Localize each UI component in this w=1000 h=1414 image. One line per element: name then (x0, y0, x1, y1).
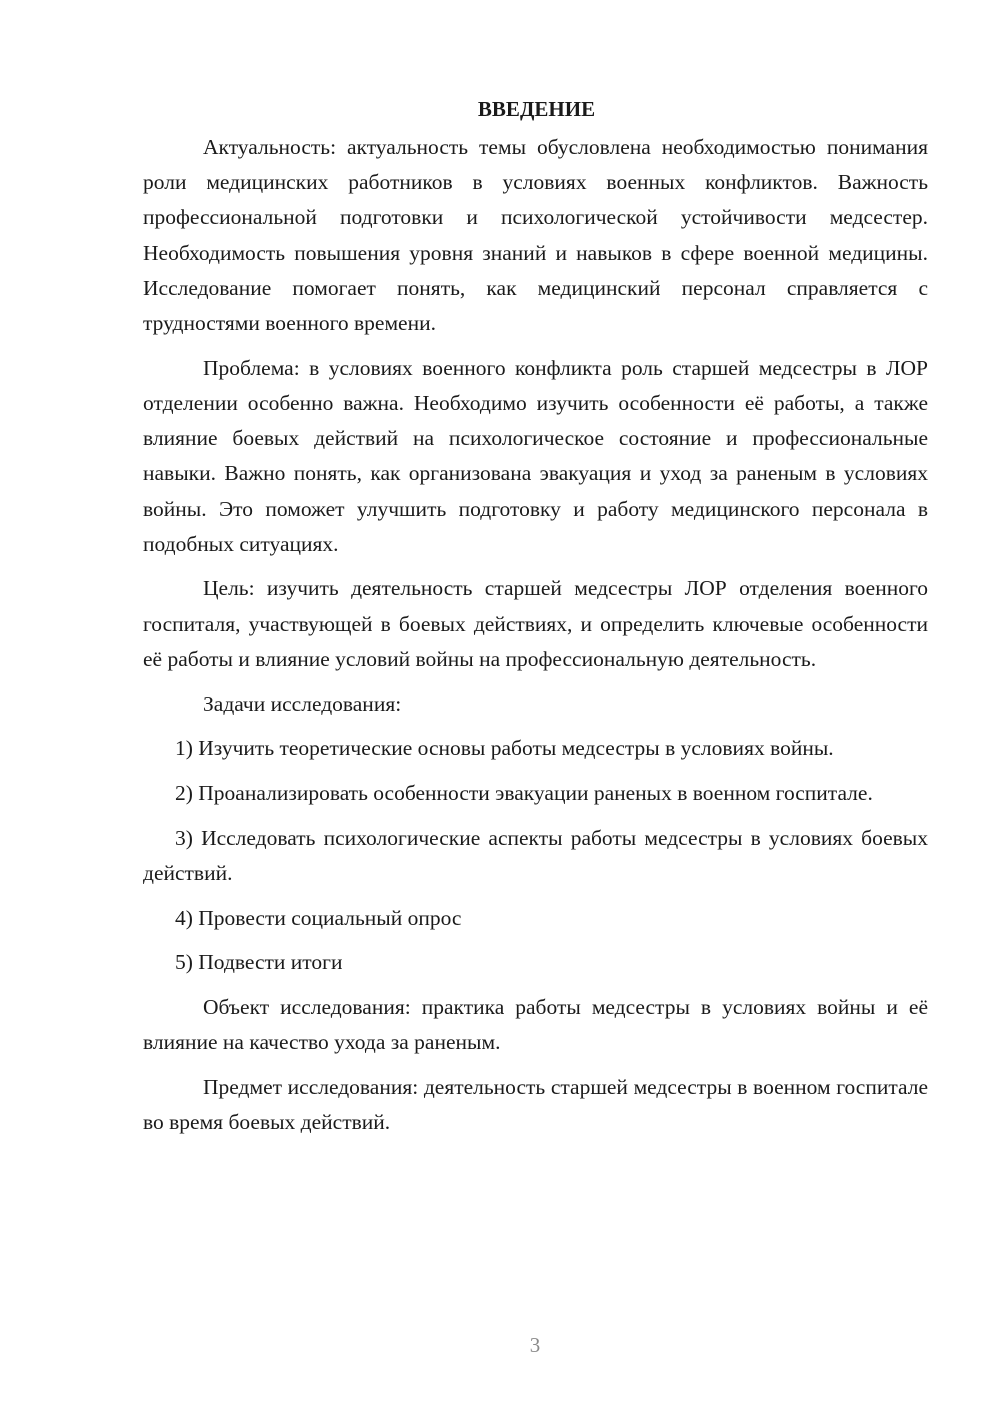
page-number: 3 (529, 1333, 541, 1357)
task-item-1: 1) Изучить теоретические основы работы медсестры в условиях войны. (175, 736, 834, 761)
tasks-list (143, 731, 928, 980)
page-content (143, 92, 928, 1150)
task-item-5: 5) Подвести итоги (175, 950, 343, 975)
paragraph-problem: Проблема: в условиях военного конфликта роль старшей медсестры в ЛОР отделении особенно важна. Необходимо изучить особенности её работы, а также влияние боевых действий на психологическое состояние и профессиональные навыки. Важно понять, как организована эвакуация и уход за раненым в условиях войны. Это поможет улучшить подготовку и работу медицинского персонала в подобных ситуациях. (143, 355, 928, 556)
task-item-3: 3) Исследовать психологические аспекты работы медсестры в условиях боевых действий. (143, 825, 928, 885)
paragraph-goal: Цель: изучить деятельность старшей медсестры ЛОР отделения военного госпиталя, участвующей в боевых действиях, и определить ключевые особенности её работы и влияние условий войны на профессиональную деятельность. (143, 576, 928, 671)
tasks-label: Задачи исследования: (203, 691, 402, 716)
paragraph-relevance: Актуальность: актуальность темы обусловлена необходимостью понимания роли медицинских работников в условиях военных конфликтов. Важность профессиональной подготовки и психологической устойчивости медсестер. Необходимость повышения уровня знаний и навыков в сфере военной медицины. Исследование помогает понять, как медицинский персонал справляется с трудностями военного времени. (143, 135, 928, 336)
paragraph-object: Объект исследования: практика работы медсестры в условиях войны и её влияние на качество ухода за раненым. (143, 994, 928, 1055)
section-heading: ВВЕДЕНИЕ (477, 97, 596, 121)
paragraph-subject: Предмет исследования: деятельность старшей медсестры в военном госпитале во время боевых действий. (143, 1074, 928, 1135)
task-item-4: 4) Провести социальный опрос (175, 905, 462, 930)
task-item-2: 2) Проанализировать особенности эвакуации раненых в военном госпитале. (175, 780, 873, 805)
